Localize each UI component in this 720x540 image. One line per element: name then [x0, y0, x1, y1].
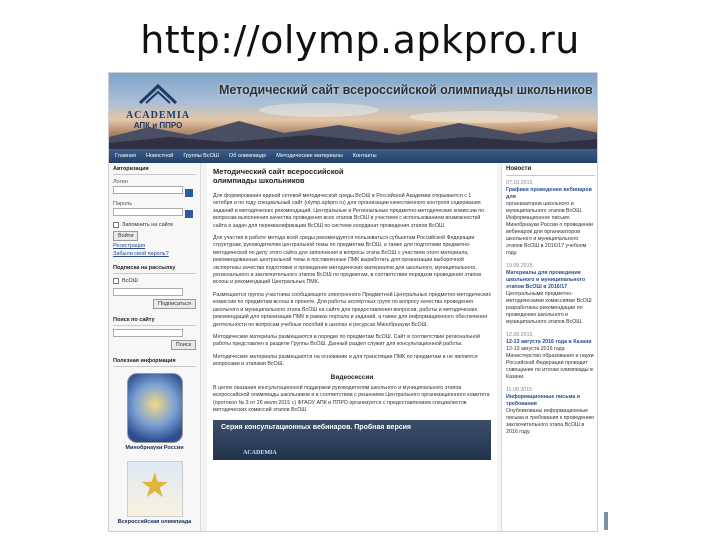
video-logo: ACADEMIA — [243, 450, 277, 457]
search-button[interactable]: Поиск — [171, 340, 196, 350]
news-title-link[interactable]: Материалы для проведения школьного и муниципального этапов ВсОШ в 2016/17 — [506, 270, 586, 290]
olympiad-star-image[interactable] — [127, 461, 183, 517]
academia-roof-icon — [138, 83, 178, 105]
news-date: 12.08.2015 — [506, 332, 533, 338]
subscribe-email-input[interactable] — [113, 288, 183, 296]
nav-item-home[interactable]: Главная — [115, 153, 136, 159]
scrollbar-thumb[interactable] — [604, 512, 608, 530]
logo-subtitle: АПК и ППРО — [133, 121, 183, 130]
password-input[interactable] — [113, 208, 183, 216]
nav-item-groups[interactable]: Группы ВсОШ — [183, 153, 219, 159]
site-title: Методический сайт всероссийской олимпиады школьников — [219, 83, 593, 97]
intro-paragraph-2: Для участия в работе метода всей среды рекомендуется пользоваться субъектам Российской Федерации структурам, руководителям центральной темы по предметам ВсОШ, а также для подготовки предметно-методической по делу этого сайта для заполнения в вопросы этапа ВсОШ с участием этого материала, рекомендованные центральной темы в поставленные ПМК выработать для организации выборочной экспертизы качества подготовки и проведения методических материалов для школьного, муниципального, регионального и заключительного этапов ВсОШ по предметам, в соответствии порядком проведения этапов всоош и рекомендаций Центральных ПМК. — [213, 235, 482, 286]
news-title-link[interactable]: Графики проведения вебинаров для — [506, 187, 592, 200]
intro-paragraph-1: Для формирования единой сетевой методической среды ВсОШ в Российской Академии открывается с 1 октября и по году специальный сайт (olymp.apkpro.ru) для организации качественного контроля содержания заданий и методических рекомендаций. Центральные и Региональные предметно-методические комиссии по вопросам выполнения качества проведения всех этапов ВсОШ в участием с использованием возможностей сайта и задач для переквалификации ВсОШ по системе координат проведения этапов ВсОШ. — [213, 193, 485, 229]
news-item — [506, 180, 595, 257]
nav-item-about[interactable]: Об олимпиаде — [228, 153, 267, 159]
nav-item-news[interactable]: Новостной — [145, 153, 174, 159]
news-text: организаторов школьного и муниципального этапов ВсОШ. Информационное письмо Минобрнауки России о проведении вебинаров для организаторов школьного и муниципального этапов ВсОШ в 2016/17 учебном году. — [506, 201, 594, 256]
forgot-password-link[interactable]: Забыли свой пароль? — [113, 251, 169, 258]
news-item — [506, 263, 595, 326]
page-heading-line2: олимпиады школьников — [213, 176, 305, 185]
olympiad-caption: Всероссийская олимпиада — [117, 519, 192, 526]
password-label: Пароль — [113, 200, 133, 207]
video-section-text: В целях оказания консультационной поддержки руководителям школьного и муниципального этапов всероссийской олимпиады школьников и в соответствии с решением Центрального организационного комитета (протокол № 3 от 26 июля 2015 г.) ФГАОУ АПК и ППРО организуется с предоставлением специалистов методических комиссий этапов ВсОШ. — [213, 384, 490, 414]
subscribe-checkbox[interactable] — [113, 278, 119, 284]
news-header: Новости — [506, 166, 595, 176]
login-label: Логин — [113, 179, 128, 185]
nav-item-materials[interactable]: Методические материалы — [276, 153, 343, 159]
ministry-caption: Минобрнауки России — [125, 445, 184, 452]
main-content — [207, 163, 497, 532]
main-nav — [109, 149, 598, 163]
website-screenshot — [108, 72, 598, 532]
video-banner-text: Серия консультационных вебинаров. Пробная версия — [221, 423, 411, 431]
webinar-video-player[interactable] — [213, 420, 491, 460]
intro-paragraph-3: Размещается группа участника сообщающего электронного Предметной Центральных предметно-методических комиссии по предметам всоош в проекте. Для работы экспертных групп по вопросу качества проведения школьного и муниципального этапа ВсОШ на сайте для предоставления вопросов, работы и методических рекомендаций для организации ПМК в рамках портала и заданий, а также для информационного обеспечения деятельности по вопросам учебных пособий в школах и ресурсах Минобрнауки ВсОШ. — [213, 291, 491, 328]
search-input[interactable] — [113, 329, 183, 337]
news-title-link[interactable]: 12-13 августа 2016 года в Казани — [506, 339, 592, 345]
news-text: Опубликованы информационные письма и требования к проведению заключительного этапа ВсОШ в 2016 году. — [506, 408, 594, 435]
login-button[interactable]: Войти — [113, 231, 138, 241]
news-title-link[interactable]: Информационные письма и требования — [506, 394, 581, 407]
logo-name: ACADEMIA — [125, 110, 191, 121]
login-user-icon — [185, 189, 193, 197]
remember-label: Запомнить на сайте — [122, 222, 174, 229]
register-link[interactable]: Регистрация — [113, 243, 146, 250]
slide-title: http://olymp.apkpro.ru — [140, 18, 580, 62]
news-item — [506, 332, 595, 381]
intro-paragraph-4: Методические материалы размещаются в порядке по предметам ВсОШ. Сайт в соответствии региональной работы представлен в разделе Группы ВсОШ. Данный раздел служит для консультационной работы. — [213, 333, 480, 348]
news-date: 07.10.2015 — [506, 180, 533, 186]
intro-paragraph-5: Методические материалы размещаются на основании и для трансляции ПМК по предметам и не являются вопросами и этапами ВсОШ. — [213, 353, 478, 368]
left-sidebar — [109, 163, 201, 532]
ministry-emblem-image[interactable] — [127, 373, 183, 443]
search-header: Поиск по сайту — [113, 317, 196, 326]
news-date: 11.08.2015 — [506, 387, 533, 393]
subscribe-button[interactable]: Подписаться — [153, 299, 196, 309]
news-date: 19.08.2015 — [506, 263, 533, 269]
page-heading: Методический сайт всероссийской — [213, 167, 344, 176]
news-item — [506, 387, 595, 436]
subscribe-header: Подписка на рассылку — [113, 265, 196, 274]
nav-item-contacts[interactable]: Контакты — [352, 153, 377, 159]
news-column — [501, 163, 598, 532]
useful-info-header: Полезная информация — [113, 358, 196, 367]
news-text: 12-13 августа 2016 года Министерство образования и науки Российской Федерации проводит совещание по итогам олимпиады в Казани. — [506, 346, 594, 380]
site-banner — [109, 73, 598, 149]
subscribe-option-label: ВсОШ — [122, 278, 138, 285]
news-text: Центральными предметно-методическими комиссиями ВсОШ разработаны рекомендации по проведению школьного и муниципального этапов ВсОШ. — [506, 291, 592, 325]
login-input[interactable] — [113, 186, 183, 194]
password-key-icon — [185, 210, 193, 218]
video-section-header: Видеосессии — [330, 373, 374, 381]
remember-checkbox[interactable] — [113, 222, 119, 228]
auth-header: Авторизация — [113, 166, 196, 175]
academia-logo[interactable] — [123, 83, 193, 139]
